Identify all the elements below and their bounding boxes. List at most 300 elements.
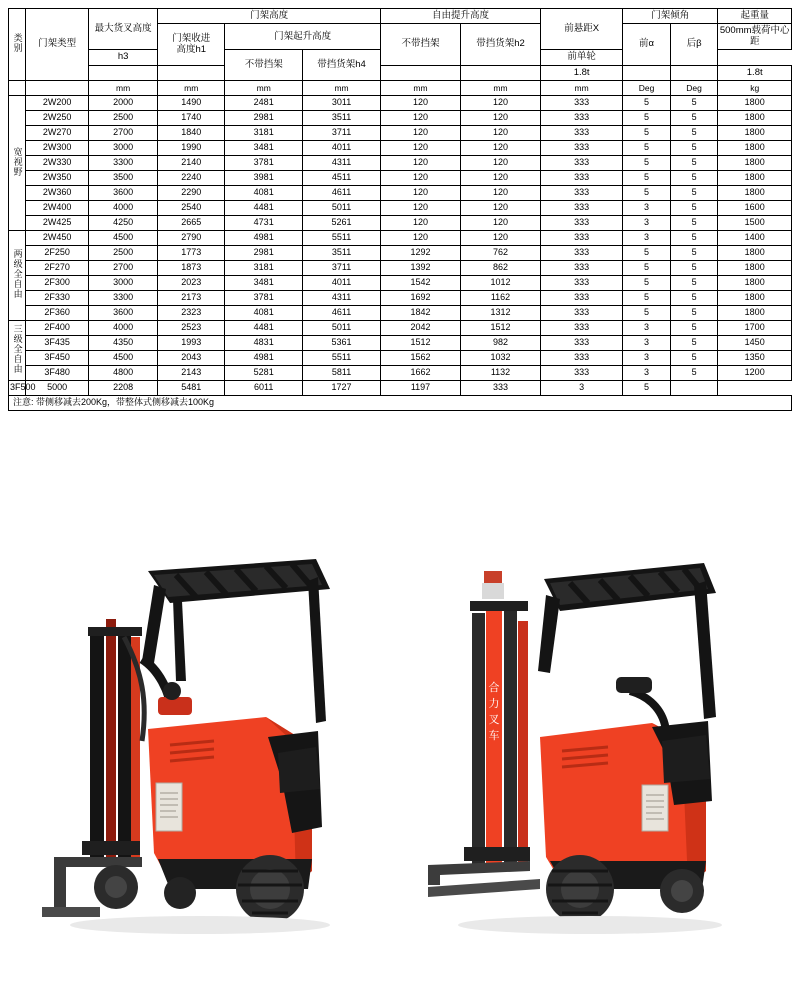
table-row [9, 276, 792, 291]
cell-capacity: 1800 [718, 291, 792, 306]
cell-mast-type: 2W400 [26, 201, 89, 216]
cell-lift-with-guard-h4: 4511 [303, 171, 381, 186]
cell-lift-without-guard: 4831 [225, 336, 303, 351]
cell-lift-without-guard: 3781 [225, 291, 303, 306]
cell-mast-type: 2F330 [26, 291, 89, 306]
table-row [9, 291, 792, 306]
cell-capacity: 1800 [718, 96, 792, 111]
table-note: 注意: 带侧移减去200Kg，带整体式侧移减去100Kg [9, 396, 792, 411]
category-cell [9, 321, 26, 381]
cell-capacity: 1450 [718, 336, 792, 351]
table-row [9, 321, 792, 336]
cell-lift-with-guard-h4: 3511 [303, 246, 381, 261]
cell-max-fork-height: 4000 [89, 201, 158, 216]
chassis-body-left [148, 717, 322, 889]
cell-max-fork-height: 4800 [89, 366, 158, 381]
cell-tilt-beta: 5 [670, 291, 718, 306]
cell-lift-without-guard: 4481 [225, 321, 303, 336]
cell-tilt-beta: 5 [670, 111, 718, 126]
cell-free-lift-with-guard-h2: 1197 [380, 381, 460, 396]
cell-tilt-beta: 5 [623, 381, 671, 396]
cell-free-lift-with-guard-h2: 1312 [461, 306, 541, 321]
cell-free-lift-without-guard: 1392 [380, 261, 460, 276]
cell-free-lift-without-guard: 1662 [380, 366, 460, 381]
cell-front-overhang: 333 [541, 126, 623, 141]
header-tilt-alpha: 前α [623, 24, 671, 65]
cell-front-overhang: 333 [541, 156, 623, 171]
table-row [9, 306, 792, 321]
cell-mast-type: 2F360 [26, 306, 89, 321]
cell-free-lift-without-guard: 120 [380, 156, 460, 171]
category-cell [9, 96, 26, 231]
cell-max-fork-height: 2000 [89, 96, 158, 111]
cell-front-overhang: 333 [541, 96, 623, 111]
cell-lift-with-guard-h4: 3011 [303, 96, 381, 111]
cell-free-lift-with-guard-h2: 1012 [461, 276, 541, 291]
cell-tilt-beta: 5 [670, 156, 718, 171]
cell-tilt-alpha: 5 [623, 156, 671, 171]
cell-capacity: 1400 [718, 231, 792, 246]
cell-mast-retracted-h1: 2240 [158, 171, 225, 186]
cell-tilt-alpha: 5 [623, 261, 671, 276]
header-free-without-guard: 不带挡架 [380, 24, 460, 65]
cell-tilt-beta: 5 [670, 186, 718, 201]
cell-mast-type: 2F300 [26, 276, 89, 291]
cell-lift-without-guard: 2981 [225, 246, 303, 261]
cell-lift-with-guard-h4: 3711 [303, 126, 381, 141]
cell-free-lift-without-guard: 1512 [380, 336, 460, 351]
cell-capacity: 1800 [718, 261, 792, 276]
cell-lift-without-guard: 4981 [225, 351, 303, 366]
header-mast-retracted: 门架收进 高度h1 [158, 24, 225, 65]
cell-capacity: 1800 [718, 246, 792, 261]
cell-free-lift-with-guard-h2: 862 [461, 261, 541, 276]
cell-max-fork-height: 3000 [89, 141, 158, 156]
svg-text:叉: 叉 [488, 713, 500, 726]
cell-mast-type: 2W300 [26, 141, 89, 156]
header-lift-without-guard: 不带挡架 [225, 50, 303, 81]
cell-lift-without-guard: 2981 [225, 111, 303, 126]
unit-alpha: Deg [623, 81, 671, 96]
cell-lift-without-guard: 5481 [158, 381, 225, 396]
header-mast-retracted-blank [158, 65, 225, 80]
cell-front-overhang: 333 [541, 291, 623, 306]
unit-free-guard: mm [461, 81, 541, 96]
cell-lift-without-guard: 4981 [225, 231, 303, 246]
cell-tilt-alpha: 3 [541, 381, 623, 396]
header-front-overhang: 前悬距X [541, 9, 623, 50]
cell-max-fork-height: 3600 [89, 306, 158, 321]
table-row [9, 156, 792, 171]
cell-front-overhang: 333 [541, 276, 623, 291]
cell-tilt-alpha: 3 [623, 366, 671, 381]
cell-mast-type: 3F435 [26, 336, 89, 351]
cell-max-fork-height: 3300 [89, 291, 158, 306]
cell-lift-without-guard: 4081 [225, 306, 303, 321]
header-front-overhang-sub: 1.8t [541, 65, 623, 80]
cell-mast-retracted-h1: 2023 [158, 276, 225, 291]
cell-capacity: 1800 [718, 306, 792, 321]
cell-tilt-alpha: 3 [623, 201, 671, 216]
cell-front-overhang: 333 [541, 246, 623, 261]
cell-mast-type: 2F400 [26, 321, 89, 336]
header-max-fork-height-sub: h3 [89, 50, 158, 65]
cell-free-lift-without-guard: 120 [380, 186, 460, 201]
cell-free-lift-with-guard-h2: 762 [461, 246, 541, 261]
cell-front-overhang: 333 [541, 336, 623, 351]
cell-lift-without-guard: 2481 [225, 96, 303, 111]
header-tilt-beta: 后β [670, 24, 718, 65]
note-row [9, 396, 792, 411]
cell-mast-retracted-h1: 2790 [158, 231, 225, 246]
unit-row [9, 81, 792, 96]
cell-tilt-beta: 5 [670, 96, 718, 111]
cell-tilt-alpha: 5 [623, 111, 671, 126]
cell-free-lift-without-guard: 1692 [380, 291, 460, 306]
cell-max-fork-height: 5000 [26, 381, 89, 396]
cell-free-lift-without-guard: 1727 [303, 381, 381, 396]
cell-max-fork-height: 4500 [89, 231, 158, 246]
cell-free-lift-without-guard: 120 [380, 96, 460, 111]
cell-front-overhang: 333 [541, 231, 623, 246]
unit-h1: mm [158, 81, 225, 96]
cell-tilt-beta: 5 [670, 216, 718, 231]
cell-mast-type: 2F250 [26, 246, 89, 261]
cell-free-lift-without-guard: 1292 [380, 246, 460, 261]
cell-max-fork-height: 4500 [89, 351, 158, 366]
cell-lift-with-guard-h4: 5011 [303, 321, 381, 336]
cell-mast-type: 3F500 [9, 381, 26, 396]
cell-free-lift-without-guard: 120 [380, 126, 460, 141]
cell-lift-with-guard-h4: 4011 [303, 141, 381, 156]
cell-front-overhang: 333 [541, 366, 623, 381]
cell-tilt-beta: 5 [670, 141, 718, 156]
table-row [9, 366, 792, 381]
header-capacity-sub: 1.8t [718, 65, 792, 80]
cell-tilt-alpha: 5 [623, 96, 671, 111]
cell-mast-retracted-h1: 1840 [158, 126, 225, 141]
cell-max-fork-height: 3000 [89, 276, 158, 291]
cell-mast-type: 2W450 [26, 231, 89, 246]
cell-free-lift-without-guard: 120 [380, 201, 460, 216]
header-mast-height-group: 门架高度 [158, 9, 381, 24]
cell-capacity [670, 381, 718, 396]
unit-free-no-guard: mm [380, 81, 460, 96]
cell-max-fork-height: 3500 [89, 171, 158, 186]
unit-mast-type [26, 81, 89, 96]
cell-free-lift-with-guard-h2: 120 [461, 156, 541, 171]
cell-lift-with-guard-h4: 5011 [303, 201, 381, 216]
header-front-wheel: 前单轮 [541, 50, 623, 65]
header-tilt-beta-blank [670, 65, 718, 80]
cell-lift-with-guard-h4: 5511 [303, 231, 381, 246]
cell-tilt-alpha: 5 [623, 276, 671, 291]
cell-tilt-alpha: 5 [623, 126, 671, 141]
cell-max-fork-height: 3300 [89, 156, 158, 171]
cell-lift-without-guard: 3481 [225, 141, 303, 156]
cell-lift-with-guard-h4: 3711 [303, 261, 381, 276]
category-cell [9, 231, 26, 321]
cell-capacity: 1800 [718, 156, 792, 171]
header-max-fork-height-blank [89, 65, 158, 80]
cell-front-overhang: 333 [541, 141, 623, 156]
cell-mast-retracted-h1: 2208 [89, 381, 158, 396]
unit-overhang: mm [541, 81, 623, 96]
header-load-center: 500mm载荷中心距 [718, 24, 792, 50]
unit-category [9, 81, 26, 96]
cell-mast-type: 3F450 [26, 351, 89, 366]
cell-mast-retracted-h1: 1490 [158, 96, 225, 111]
cell-tilt-beta: 5 [670, 276, 718, 291]
cell-lift-without-guard: 3781 [225, 156, 303, 171]
forklift-photo-left [30, 541, 370, 941]
cell-max-fork-height: 4350 [89, 336, 158, 351]
cell-tilt-beta: 5 [670, 246, 718, 261]
cell-mast-retracted-h1: 2140 [158, 156, 225, 171]
category-label: 三级全自由 [12, 324, 23, 375]
cell-tilt-beta: 5 [670, 261, 718, 276]
cell-mast-type: 2W200 [26, 96, 89, 111]
category-label: 两级全自由 [12, 249, 23, 300]
control-handle-right [616, 677, 666, 731]
cell-tilt-alpha: 5 [623, 246, 671, 261]
cell-max-fork-height: 2700 [89, 261, 158, 276]
cell-mast-type: 2W360 [26, 186, 89, 201]
cell-tilt-beta: 5 [670, 201, 718, 216]
cell-tilt-beta: 5 [670, 366, 718, 381]
cell-free-lift-with-guard-h2: 120 [461, 171, 541, 186]
cell-free-lift-with-guard-h2: 120 [461, 96, 541, 111]
cell-mast-retracted-h1: 2323 [158, 306, 225, 321]
mast-assembly-right [428, 571, 540, 897]
cell-mast-retracted-h1: 2290 [158, 186, 225, 201]
cell-free-lift-with-guard-h2: 120 [461, 186, 541, 201]
cell-front-overhang: 333 [461, 381, 541, 396]
cell-lift-with-guard-h4: 4611 [303, 306, 381, 321]
spec-table-container [0, 0, 800, 411]
table-row [9, 141, 792, 156]
svg-text:力: 力 [488, 697, 500, 710]
cell-mast-retracted-h1: 1740 [158, 111, 225, 126]
cell-free-lift-without-guard: 1842 [380, 306, 460, 321]
cell-tilt-alpha: 3 [623, 321, 671, 336]
cell-free-lift-with-guard-h2: 120 [461, 201, 541, 216]
cell-capacity: 1500 [718, 216, 792, 231]
cell-capacity: 1700 [718, 321, 792, 336]
cell-lift-with-guard-h4: 4311 [303, 291, 381, 306]
cell-front-overhang: 333 [541, 306, 623, 321]
cell-tilt-alpha: 3 [623, 216, 671, 231]
cell-front-overhang: 333 [541, 171, 623, 186]
cell-free-lift-without-guard: 2042 [380, 321, 460, 336]
header-category: 类别 [9, 9, 26, 81]
cell-mast-retracted-h1: 2173 [158, 291, 225, 306]
cell-capacity: 1800 [718, 126, 792, 141]
unit-lift-guard: mm [303, 81, 381, 96]
table-row [9, 201, 792, 216]
header-free-with-guard: 带挡货架h2 [461, 24, 541, 65]
cell-mast-type: 2W350 [26, 171, 89, 186]
cell-max-fork-height: 2700 [89, 126, 158, 141]
unit-beta: Deg [670, 81, 718, 96]
cell-mast-retracted-h1: 1873 [158, 261, 225, 276]
cell-mast-retracted-h1: 1990 [158, 141, 225, 156]
header-mast-type: 门架类型 [26, 9, 89, 81]
cell-mast-type: 2W250 [26, 111, 89, 126]
cell-mast-retracted-h1: 2143 [158, 366, 225, 381]
cell-front-overhang: 333 [541, 351, 623, 366]
cell-capacity: 1600 [718, 201, 792, 216]
header-free-blank-2 [461, 65, 541, 80]
cell-free-lift-with-guard-h2: 120 [461, 141, 541, 156]
forklift-photo-right [420, 541, 760, 941]
table-row [9, 246, 792, 261]
product-photo-area [0, 470, 800, 981]
cell-free-lift-with-guard-h2: 120 [461, 216, 541, 231]
cell-tilt-alpha: 3 [623, 336, 671, 351]
header-tilt-alpha-blank [623, 65, 671, 80]
cell-lift-with-guard-h4: 3511 [303, 111, 381, 126]
cell-capacity: 1800 [718, 186, 792, 201]
cell-free-lift-with-guard-h2: 982 [461, 336, 541, 351]
table-row [9, 171, 792, 186]
cell-max-fork-height: 4250 [89, 216, 158, 231]
cell-front-overhang: 333 [541, 201, 623, 216]
cell-free-lift-without-guard: 120 [380, 111, 460, 126]
header-lift-with-guard: 带挡货架h4 [303, 50, 381, 81]
cell-tilt-beta: 5 [670, 126, 718, 141]
table-row [9, 336, 792, 351]
forklift-right-illustration [420, 541, 760, 941]
cell-tilt-alpha: 5 [623, 186, 671, 201]
cell-lift-without-guard: 3981 [225, 171, 303, 186]
cell-mast-type: 2W270 [26, 126, 89, 141]
cell-mast-retracted-h1: 2540 [158, 201, 225, 216]
header-row-4 [9, 65, 792, 80]
cell-max-fork-height: 3600 [89, 186, 158, 201]
cell-mast-retracted-h1: 2665 [158, 216, 225, 231]
spec-table [8, 8, 792, 411]
cell-lift-without-guard: 5281 [225, 366, 303, 381]
cell-front-overhang: 333 [541, 261, 623, 276]
cell-free-lift-without-guard: 120 [380, 216, 460, 231]
cell-max-fork-height: 4000 [89, 321, 158, 336]
cell-lift-with-guard-h4: 5361 [303, 336, 381, 351]
cell-mast-type: 2W330 [26, 156, 89, 171]
header-free-blank-1 [380, 65, 460, 80]
header-mast-tilt-group: 门架倾角 [623, 9, 718, 24]
cell-max-fork-height: 2500 [89, 246, 158, 261]
forklift-left-illustration [30, 541, 370, 941]
table-row [9, 231, 792, 246]
cell-tilt-alpha: 3 [623, 351, 671, 366]
cell-free-lift-without-guard: 1562 [380, 351, 460, 366]
cell-free-lift-without-guard: 1542 [380, 276, 460, 291]
cell-tilt-alpha: 5 [623, 291, 671, 306]
cell-capacity: 1800 [718, 141, 792, 156]
cell-free-lift-with-guard-h2: 1512 [461, 321, 541, 336]
cell-free-lift-with-guard-h2: 120 [461, 111, 541, 126]
cell-free-lift-with-guard-h2: 120 [461, 126, 541, 141]
cell-tilt-beta: 5 [670, 306, 718, 321]
cell-front-overhang: 333 [541, 186, 623, 201]
cell-tilt-alpha: 5 [623, 141, 671, 156]
cell-free-lift-with-guard-h2: 1132 [461, 366, 541, 381]
table-head [9, 9, 792, 96]
cell-lift-without-guard: 3181 [225, 261, 303, 276]
cell-lift-without-guard: 4731 [225, 216, 303, 231]
unit-h3: mm [89, 81, 158, 96]
cell-mast-type: 3F480 [26, 366, 89, 381]
cell-tilt-alpha: 3 [623, 231, 671, 246]
table-row [9, 111, 792, 126]
cell-mast-retracted-h1: 1773 [158, 246, 225, 261]
cell-tilt-alpha: 5 [623, 171, 671, 186]
cell-lift-with-guard-h4: 4011 [303, 276, 381, 291]
cell-free-lift-with-guard-h2: 1162 [461, 291, 541, 306]
cell-tilt-alpha: 5 [623, 306, 671, 321]
cell-lift-without-guard: 4081 [225, 186, 303, 201]
cell-free-lift-with-guard-h2: 1032 [461, 351, 541, 366]
table-row [9, 261, 792, 276]
cell-mast-type: 2W425 [26, 216, 89, 231]
cell-mast-retracted-h1: 2043 [158, 351, 225, 366]
unit-capacity: kg [718, 81, 792, 96]
table-row [9, 186, 792, 201]
cell-lift-without-guard: 4481 [225, 201, 303, 216]
cell-free-lift-without-guard: 120 [380, 171, 460, 186]
cell-lift-with-guard-h4: 5811 [303, 366, 381, 381]
cell-mast-type: 2F270 [26, 261, 89, 276]
cell-tilt-beta: 5 [670, 171, 718, 186]
cell-free-lift-with-guard-h2: 120 [461, 231, 541, 246]
header-row-1 [9, 9, 792, 24]
table-row [9, 351, 792, 366]
header-capacity-group: 起重量 [718, 9, 792, 24]
cell-lift-with-guard-h4: 4311 [303, 156, 381, 171]
table-row [9, 126, 792, 141]
cell-tilt-beta: 5 [670, 321, 718, 336]
header-mast-lift-group: 门架起升高度 [225, 24, 381, 50]
cell-front-overhang: 333 [541, 111, 623, 126]
cell-lift-without-guard: 3481 [225, 276, 303, 291]
cell-capacity: 1800 [718, 276, 792, 291]
cell-free-lift-without-guard: 120 [380, 231, 460, 246]
table-body [9, 96, 792, 411]
cell-free-lift-without-guard: 120 [380, 141, 460, 156]
svg-text:车: 车 [488, 729, 500, 742]
cell-lift-without-guard: 3181 [225, 126, 303, 141]
cell-capacity: 1350 [718, 351, 792, 366]
header-free-lift-group: 自由提升高度 [380, 9, 540, 24]
brand-text: 合 [488, 681, 500, 694]
cell-mast-retracted-h1: 2523 [158, 321, 225, 336]
cell-capacity: 1200 [718, 366, 792, 381]
cell-capacity: 1800 [718, 171, 792, 186]
cell-tilt-beta: 5 [670, 231, 718, 246]
cell-tilt-beta: 5 [670, 351, 718, 366]
header-max-fork-height: 最大货叉高度 [89, 9, 158, 50]
cell-lift-with-guard-h4: 4611 [303, 186, 381, 201]
cell-capacity: 1800 [718, 111, 792, 126]
category-label: 宽视野 [12, 146, 23, 177]
cell-tilt-beta: 5 [670, 336, 718, 351]
cell-front-overhang: 333 [541, 321, 623, 336]
cell-lift-with-guard-h4: 5511 [303, 351, 381, 366]
cell-lift-with-guard-h4: 5261 [303, 216, 381, 231]
unit-lift-no-guard: mm [225, 81, 303, 96]
table-row [9, 96, 792, 111]
